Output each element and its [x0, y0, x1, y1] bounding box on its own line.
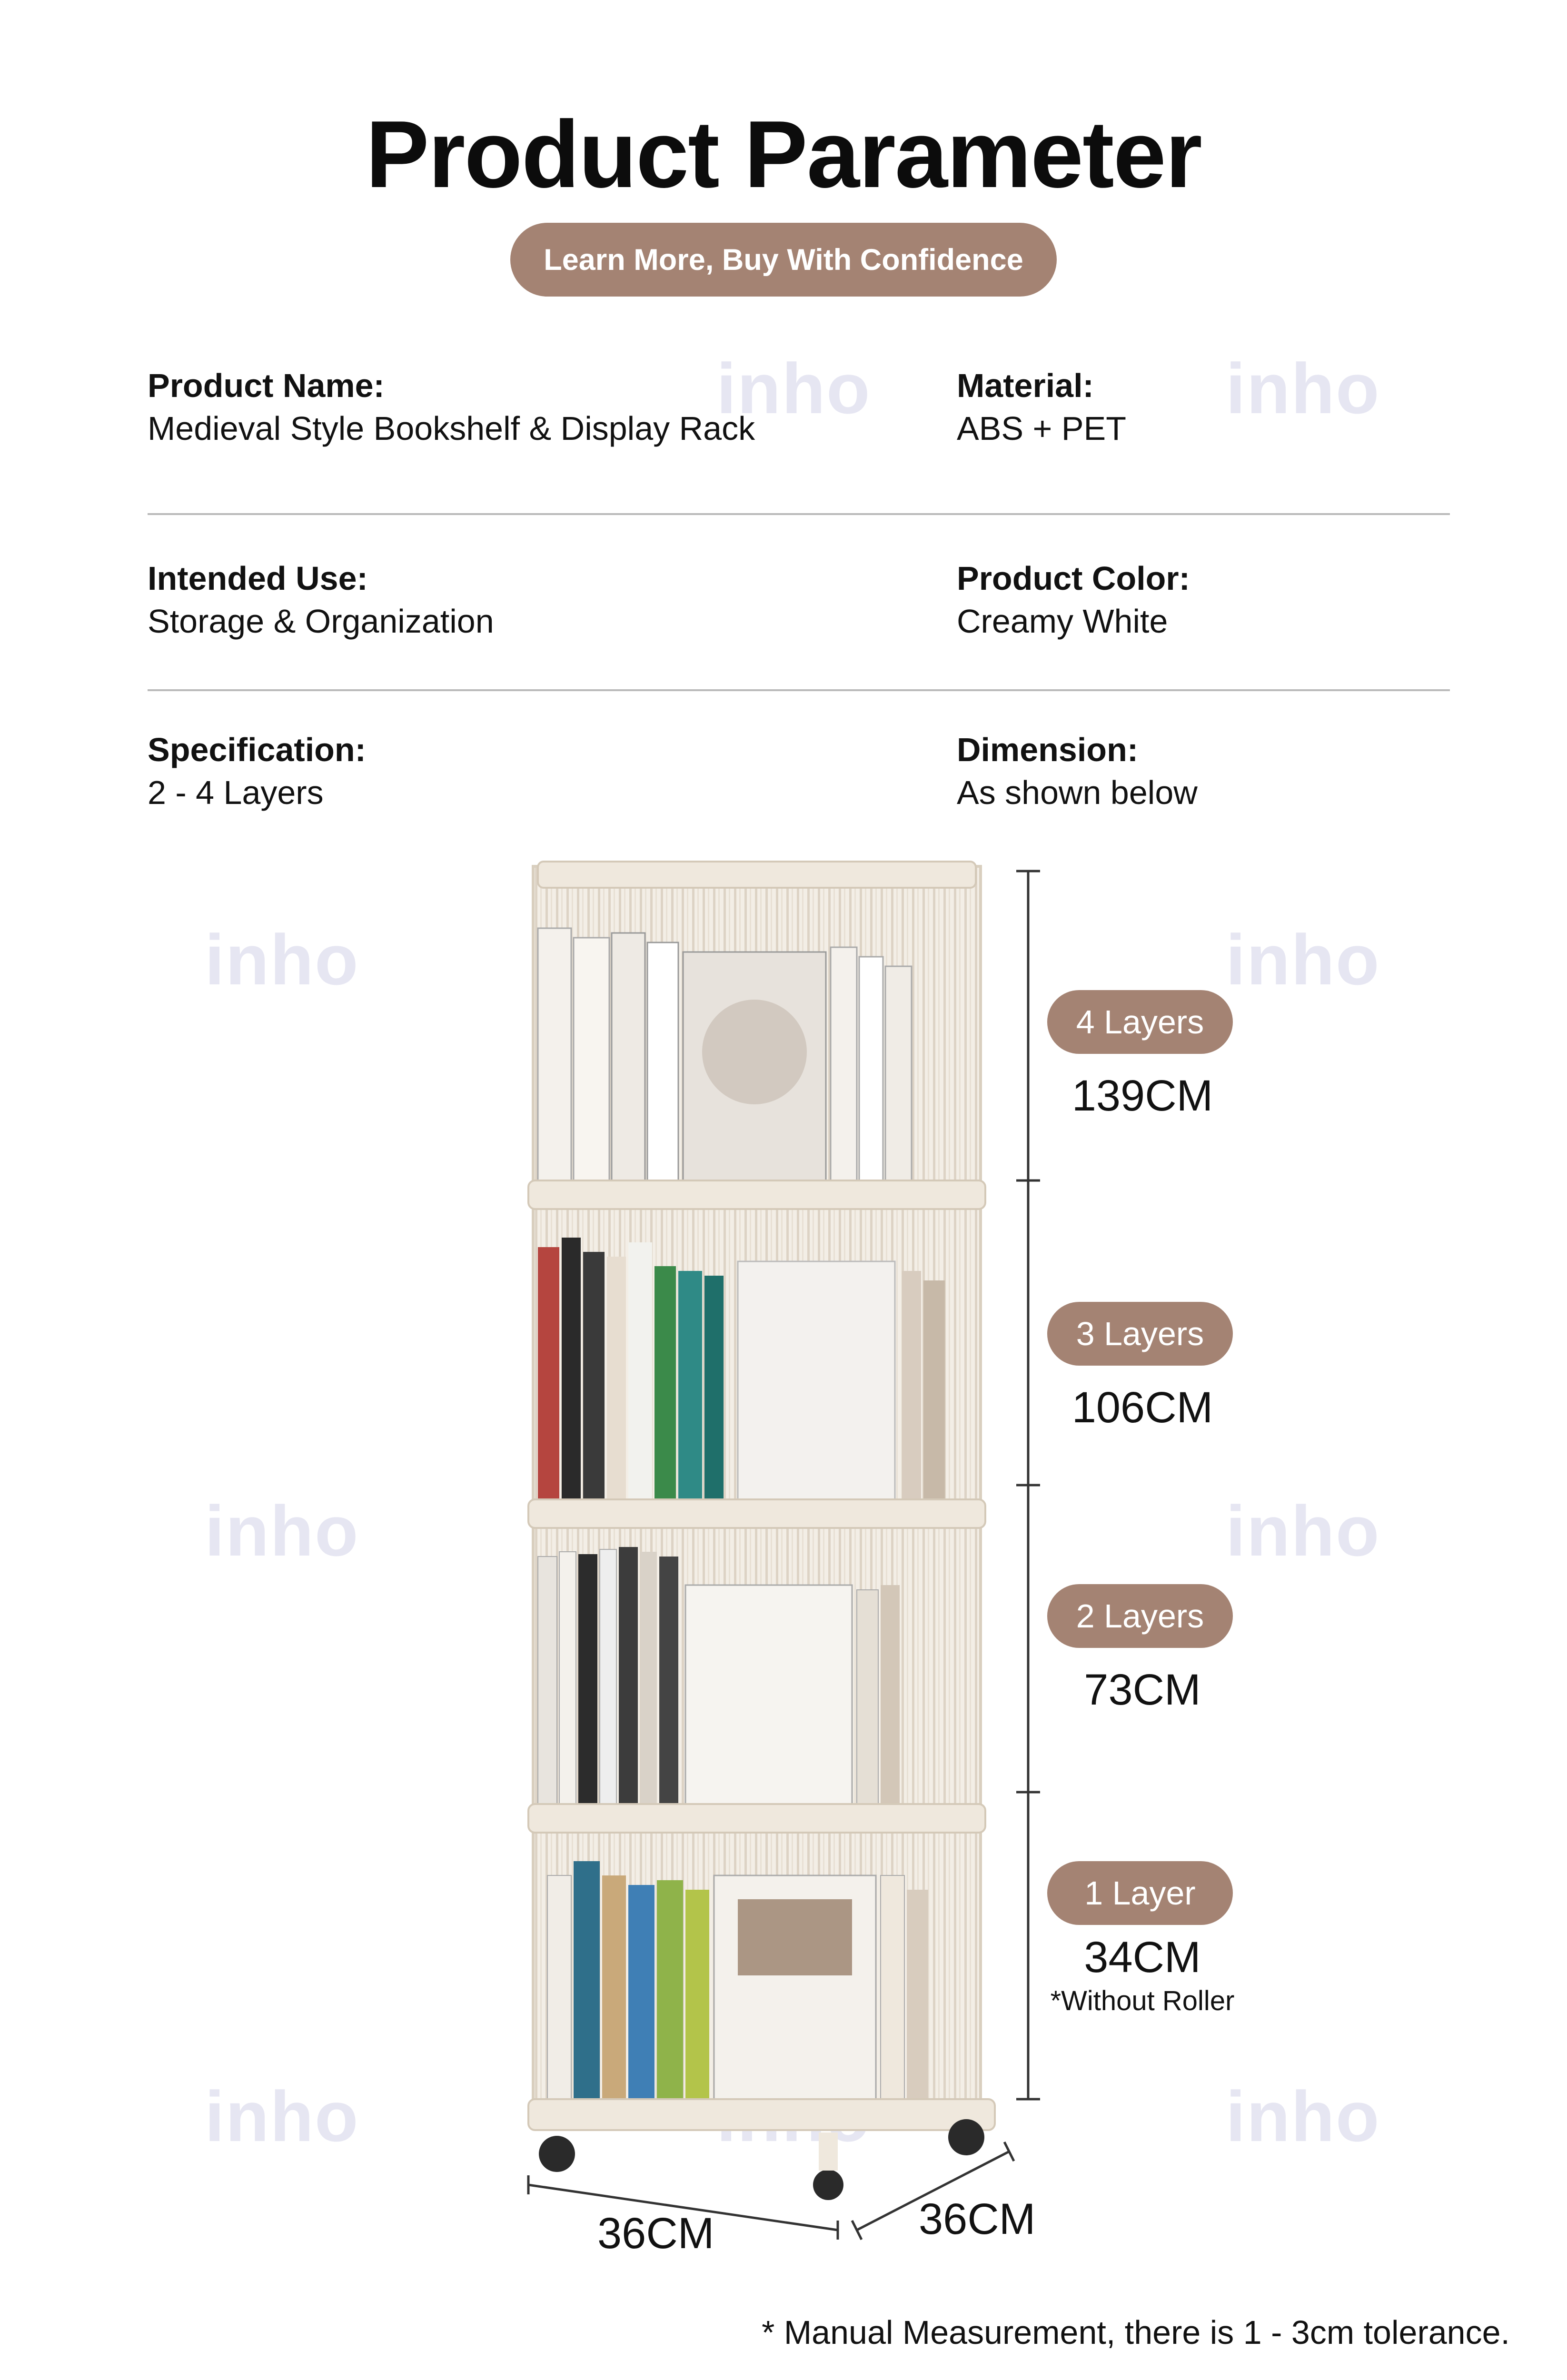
watermark-logo: inho	[205, 920, 359, 1000]
layer-badge-3: 3 Layers	[1047, 1302, 1233, 1366]
product-color-label: Product Color:	[957, 560, 1190, 597]
without-roller-note: *Without Roller	[1050, 1985, 1235, 2016]
layer-badge-2: 2 Layers	[1047, 1584, 1233, 1648]
watermark-logo: inho	[205, 1491, 359, 1571]
watermark-logo: inho	[1226, 348, 1380, 428]
depth-dimension: 36CM	[919, 2195, 1036, 2243]
product-color-value: Creamy White	[957, 603, 1168, 640]
material-label: Material:	[957, 367, 1094, 404]
product-name-value: Medieval Style Bookshelf & Display Rack	[148, 410, 755, 447]
intended-use-value: Storage & Organization	[148, 603, 494, 640]
dimension-label: Dimension:	[957, 731, 1139, 768]
height-scale	[1009, 866, 1047, 2104]
tolerance-note: * Manual Measurement, there is 1 - 3cm tolerance.	[762, 2314, 1510, 2351]
layer-height-3: 106CM	[1071, 1383, 1213, 1432]
watermark-logo: inho	[716, 348, 871, 428]
watermark-logo: inho	[205, 2076, 359, 2156]
layer-height-2: 73CM	[1084, 1666, 1201, 1714]
layer-badge-4: 4 Layers	[1047, 990, 1233, 1054]
layer-height-4: 139CM	[1071, 1071, 1213, 1120]
divider	[148, 513, 1450, 515]
layer-badge-1: 1 Layer	[1047, 1861, 1233, 1925]
intended-use-label: Intended Use:	[148, 560, 368, 597]
learn-more-badge[interactable]: Learn More, Buy With Confidence	[510, 223, 1057, 297]
bookshelf-image	[514, 852, 1038, 2232]
width-dimension: 36CM	[597, 2209, 714, 2258]
layer-height-1: 34CM	[1084, 1933, 1201, 1982]
watermark-logo: inho	[1226, 2076, 1380, 2156]
page-title: Product Parameter	[366, 101, 1201, 208]
product-name-label: Product Name:	[148, 367, 385, 404]
specification-label: Specification:	[148, 731, 366, 768]
watermark-logo: inho	[1226, 920, 1380, 1000]
dimension-value: As shown below	[957, 774, 1198, 811]
divider	[148, 689, 1450, 691]
watermark-logo: inho	[1226, 1491, 1380, 1571]
specification-value: 2 - 4 Layers	[148, 774, 324, 811]
material-value: ABS + PET	[957, 410, 1126, 447]
